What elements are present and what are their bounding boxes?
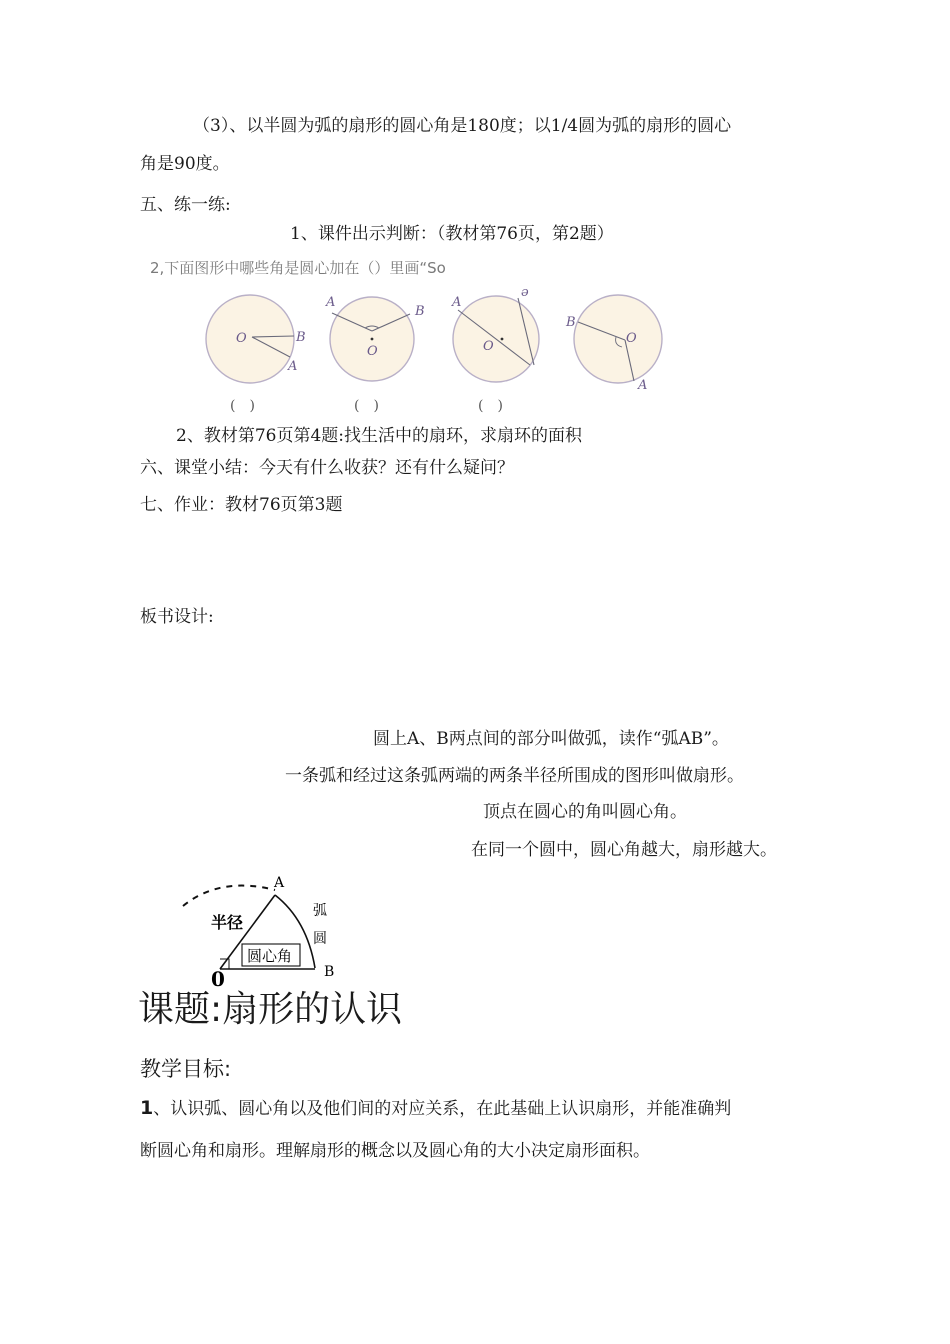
sector-o-label: 0 (211, 967, 225, 990)
sector-figure (175, 870, 375, 990)
goal-line-2: 断圆心角和扇形。理解扇形的概念以及圆心角的大小决定扇形面积。 (140, 1141, 650, 1161)
sector-a-label: A (274, 875, 285, 891)
section-practice: 五、练一练: (140, 195, 231, 215)
text-quarter-angle: 角是90度。 (140, 154, 230, 174)
goal-line-1 (140, 1099, 731, 1118)
goal-1-text: 、认识弧、圆心角以及他们间的对应关系，在此基础上认识扇形，并能准确判 (153, 1099, 732, 1119)
def-arc: 圆上A、B两点间的部分叫做弧，读作“弧AB”。 (373, 729, 729, 749)
circles-figure (200, 285, 670, 425)
section-summary: 六、课堂小结：今天有什么收获？还有什么疑问？ (140, 458, 514, 478)
sector-angle-label: 圆心角 (247, 947, 293, 965)
paren-3: ( ) (478, 398, 503, 414)
c1-o: O (236, 331, 247, 346)
c4-a: A (638, 378, 648, 393)
text-exercise-1: 1、课件出示判断：（教材第76页，第2题） (290, 224, 614, 244)
goals-heading: 教学目标: (140, 1057, 232, 1081)
c1-a: A (288, 359, 298, 374)
c4-o: O (626, 331, 637, 346)
page-title: 课题:扇形的认识 (138, 989, 403, 1030)
sector-arc-label: 弧 (313, 903, 327, 919)
dashed-arc (183, 886, 275, 906)
c2-o: O (367, 344, 378, 359)
c2-b: B (415, 304, 425, 319)
circle-4 (574, 295, 662, 383)
text-semicircle-angle: （3）、以半圆为弧的扇形的圆心角是180度；以1/4圆为弧的扇形的圆心 (193, 116, 732, 136)
sector-circle-label: 圆 (313, 931, 327, 947)
def-sector: 一条弧和经过这条弧两端的两条半径所围成的图形叫做扇形。 (285, 766, 744, 786)
c2-a: A (326, 295, 336, 310)
goal-number: 1 (140, 1097, 154, 1119)
text-figure-question: 2,下面图形中哪些角是圆心加在（）里画“So (150, 259, 446, 277)
c4-b: B (566, 315, 576, 330)
section-homework: 七、作业：教材76页第3题 (140, 495, 343, 515)
sector-b-label: B (324, 964, 335, 980)
sector-radius-label: 半径 (211, 913, 244, 932)
paren-1: ( ) (230, 398, 255, 414)
c3-top: ə (521, 285, 529, 300)
text-exercise-2: 2、教材第76页第4题:找生活中的扇环，求扇环的面积 (176, 426, 582, 446)
c3-o: O (483, 339, 494, 354)
def-comparison: 在同一个圆中，圆心角越大，扇形越大。 (471, 840, 777, 860)
paren-2: ( ) (354, 398, 379, 414)
board-design-heading: 板书设计: (140, 607, 214, 627)
def-central-angle: 顶点在圆心的角叫圆心角。 (483, 802, 687, 822)
c3-a: A (452, 295, 462, 310)
circle-1 (206, 295, 294, 383)
c1-b: B (296, 330, 306, 345)
